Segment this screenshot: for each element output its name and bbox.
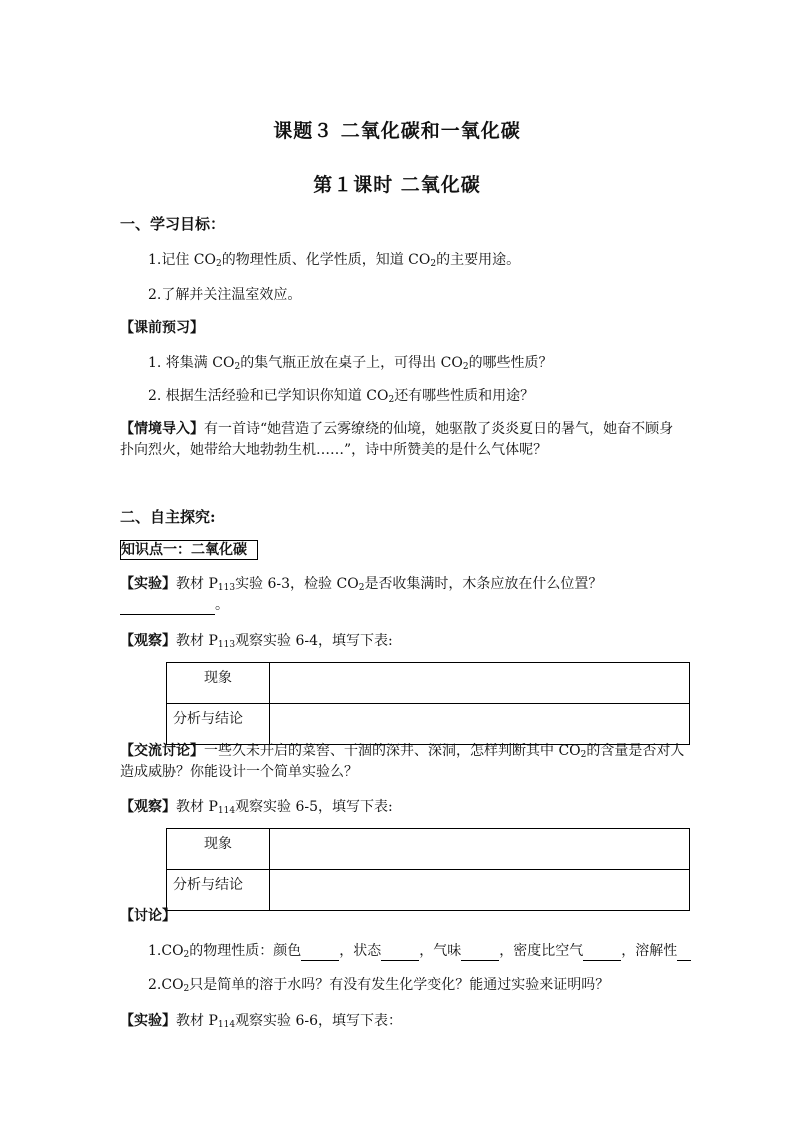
experiment-2: 【实验】教材 $P_{114}$观察实验 6-6，填写下表： bbox=[120, 1013, 403, 1030]
table-cell-analysis[interactable] bbox=[270, 870, 690, 911]
observation-1: 【观察】教材 $P_{113}$观察实验 6-4，填写下表: bbox=[120, 633, 393, 650]
discussion-2-tag: 【讨论】 bbox=[120, 908, 176, 924]
table-label: 现象 bbox=[167, 663, 270, 704]
discussion-1-line-1: 【交流讨论】一些久未开启的菜窖、干涸的深井、深洞，怎样判断其中 $CO_2$的含量是否对人 bbox=[120, 743, 685, 760]
color-blank[interactable] bbox=[301, 947, 339, 961]
experiment-1-answer: 。 bbox=[120, 595, 229, 615]
knowledge-point-1: 知识点一：二氧化碳 bbox=[120, 540, 258, 560]
observation-2: 【观察】教材 $P_{114}$观察实验 6-5，填写下表: bbox=[120, 799, 393, 816]
table-cell-phenomenon[interactable] bbox=[270, 829, 690, 870]
answer-blank[interactable] bbox=[120, 599, 215, 615]
section1-heading: 一、学习目标： bbox=[120, 215, 226, 233]
observation-table-1 bbox=[166, 662, 690, 745]
intro-line-2: 扑向烈火，她带给大地勃勃生机……”，诗中所赞美的是什么气体呢？ bbox=[120, 442, 548, 458]
observation-table-2 bbox=[166, 828, 690, 911]
table-label: 分析与结论 bbox=[167, 870, 270, 911]
section2-heading: 二、自主探究: bbox=[120, 508, 216, 526]
page-title: 课题３ 二氧化碳和一氧化碳 bbox=[273, 120, 521, 142]
solubility-blank[interactable] bbox=[677, 947, 691, 961]
intro-tag: 【情境导入】 bbox=[120, 421, 204, 437]
density-blank[interactable] bbox=[583, 947, 621, 961]
preview-question-1: 1. 将集满 $CO_2$的集气瓶正放在桌子上，可得出 $CO_2$的哪些性质？ bbox=[148, 355, 553, 372]
table-cell-analysis[interactable] bbox=[270, 704, 690, 745]
odor-blank[interactable] bbox=[461, 947, 499, 961]
state-blank[interactable] bbox=[381, 947, 419, 961]
intro-line-1: 【情境导入】有一首诗“她营造了云雾缭绕的仙境，她驱散了炎炎夏日的暑气，她奋不顾身 bbox=[120, 421, 674, 437]
discussion-2-question-1: $1.CO_2$的物理性质：颜色 ，状态 ，气味 ，密度比空气 ，溶解性 bbox=[148, 941, 691, 961]
table-label: 现象 bbox=[167, 829, 270, 870]
discussion-2-question-2: $2.CO_2$只是简单的溶于水吗？有没有发生化学变化？能通过实验来证明吗？ bbox=[148, 977, 610, 994]
table-label: 分析与结论 bbox=[167, 704, 270, 745]
page-subtitle: 第１课时 二氧化碳 bbox=[313, 174, 481, 196]
preview-question-2: 2. 根据生活经验和已学知识你知道 $CO_2$还有哪些性质和用途？ bbox=[148, 388, 535, 405]
table-cell-phenomenon[interactable] bbox=[270, 663, 690, 704]
goal-1: 1.记住 $CO_2$的物理性质、化学性质，知道 $CO_2$的主要用途。 bbox=[148, 252, 521, 269]
preview-tag: 【课前预习】 bbox=[120, 320, 204, 336]
experiment-1: 【实验】教材 $P_{113}$实验 6-3，检验 $CO_2$是否收集满时，木条应放在什么位置？ bbox=[120, 576, 603, 593]
discussion-1-line-2: 造成威胁？你能设计一个简单实验么？ bbox=[120, 764, 358, 780]
goal-2: 2.了解并关注温室效应。 bbox=[148, 287, 302, 303]
